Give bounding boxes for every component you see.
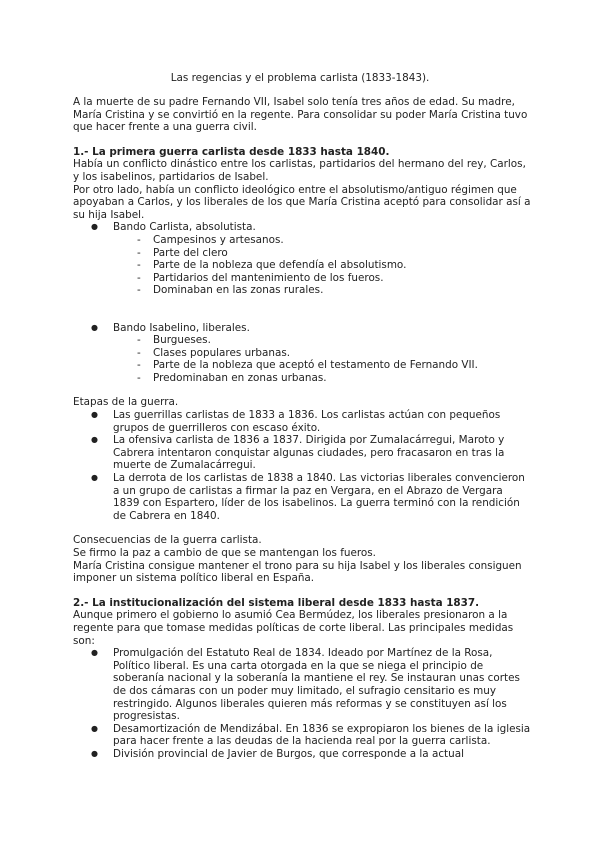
list-item: - Clases populares urbanas. [153, 347, 531, 360]
list-item: ● Promulgación del Estatuto Real de 1834. Ideado por Martínez de la Rosa, Político liberal. Es una carta otorgada en la que se niega el principio de soberanía nacional y la soberanía la mantiene el rey. Se instauran unas cortes de dos cámaras con un poder muy limitado, el sufragio censitario es muy restringido. Algunos liberales quieren más reformas y se constituyen así los progresistas. [113, 647, 531, 723]
document-title: Las regencias y el problema carlista (1833-1843). [170, 72, 430, 84]
bando-isabelino-label: Bando Isabelino, liberales. [113, 321, 250, 334]
bandos-list [73, 221, 531, 297]
bando-carlista-items [113, 234, 531, 297]
section-1-paragraph-1: Había un conflicto dinástico entre los carlistas, partidarios del hermano del rey, Carlos, y los isabelinos, partidarios de Isabel. [73, 158, 526, 183]
list-item: - Partidarios del mantenimiento de los fueros. [153, 272, 531, 285]
section-1-paragraph-2: Por otro lado, había un conflicto ideológico entre el absolutismo/antiguo régimen que apoyaban a Carlos, y los liberales de los que María Cristina aceptó para consolidar así a su hija Isabel. [73, 183, 531, 221]
document-body [73, 96, 531, 761]
bandos-list-2 [73, 322, 531, 385]
list-item: - Burgueses. [153, 334, 531, 347]
etapas-list [73, 409, 531, 522]
list-item: - Parte de la nobleza que defendía el absolutismo. [153, 259, 531, 272]
list-item: ● La derrota de los carlistas de 1838 a 1840. Las victorias liberales convencieron a un grupo de carlistas a firmar la paz en Vergara, en el Abrazo de Vergara 1839 con Espartero, líder de los isabelinos. La guerra terminó con la rendición de Cabrera en 1840. [113, 472, 531, 522]
bando-carlista [113, 221, 531, 297]
section-2-paragraph-1: Aunque primero el gobierno lo asumió Cea Bermúdez, los liberales presionaron a la regente para que tomase medidas políticas de corte liberal. Las principales medidas son: [73, 609, 514, 647]
list-item: - Dominaban en las zonas rurales. [153, 284, 531, 297]
bando-isabelino-items [113, 334, 531, 384]
bando-isabelino [113, 322, 531, 385]
consecuencias-line-1: Se firmo la paz a cambio de que se mantengan los fueros. [73, 547, 376, 559]
list-item: ● División provincial de Javier de Burgos, que corresponde a la actual [113, 748, 531, 761]
medidas-list [73, 647, 531, 760]
list-item: - Parte de la nobleza que aceptó el testamento de Fernando VII. [153, 359, 531, 372]
list-item: ● La ofensiva carlista de 1836 a 1837. Dirigida por Zumalacárregui, Maroto y Cabrera intentaron conquistar algunas ciudades, pero fracasaron en tras la muerte de Zumalacárregui. [113, 434, 531, 472]
list-item: ● Desamortización de Mendizábal. En 1836 se expropiaron los bienes de la iglesia para hacer frente a las deudas de la hacienda real por la guerra carlista. [113, 723, 531, 748]
etapas-label: Etapas de la guerra. [73, 396, 179, 409]
list-item: - Predominaban en zonas urbanas. [153, 372, 531, 385]
bando-carlista-label: Bando Carlista, absolutista. [113, 221, 256, 234]
section-1-heading: 1.- La primera guerra carlista desde 1833 hasta 1840. [73, 145, 390, 158]
consecuencias-line-2: María Cristina consigue mantener el trono para su hija Isabel y los liberales consiguen imponer un sistema político liberal en España. [73, 559, 522, 585]
section-2-heading: 2.- La institucionalización del sistema liberal desde 1833 hasta 1837. [73, 596, 480, 609]
list-item: ● Las guerrillas carlistas de 1833 a 1836. Los carlistas actúan con pequeños grupos de guerrilleros con escaso éxito. [113, 409, 531, 434]
consecuencias-label: Consecuencias de la guerra carlista. [73, 534, 262, 547]
list-item: - Campesinos y artesanos. [153, 234, 531, 247]
intro-paragraph: A la muerte de su padre Fernando VII, Isabel solo tenía tres años de edad. Su madre, María Cristina y se convirtió en la regente. Para consolidar su poder María Cristina tuvo que hacer frente a una guerra civil. [73, 96, 528, 134]
list-item: - Parte del clero [153, 247, 531, 260]
